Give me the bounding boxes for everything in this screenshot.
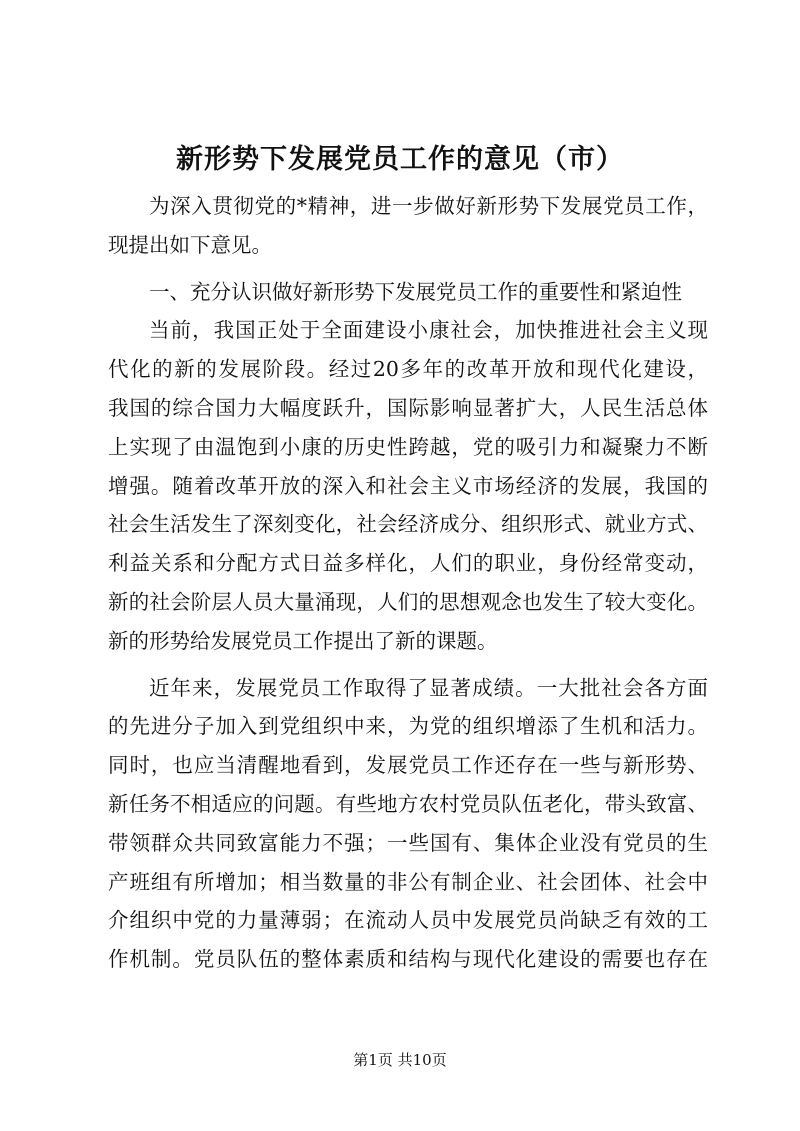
text-line: 为深入贯彻党的*精神，进一步做好新形势下发展党员工作， xyxy=(149,194,708,218)
text-line: 的先进分子加入到党组织中来，为党的组织增添了生机和活力。 xyxy=(108,714,708,739)
text-line: 社会生活发生了深刻变化，社会经济成分、组织形式、就业方式、 xyxy=(108,512,708,537)
text-line: 现提出如下意见。 xyxy=(108,232,272,257)
text-line: 增强。随着改革开放的深入和社会主义市场经济的发展，我国的 xyxy=(108,473,708,498)
text-line: 新的社会阶层人员大量涌现，人们的思想观念也发生了较大变化。 xyxy=(108,589,708,614)
text-line: 当前，我国正处于全面建设小康社会，加快推进社会主义现 xyxy=(149,318,708,343)
text-line: 产班组有所增加；相当数量的非公有制企业、社会团体、社会中 xyxy=(108,869,708,894)
document-title: 新形势下发展党员工作的意见（市） xyxy=(176,144,624,175)
text-line: 代化的新的发展阶段。经过20多年的改革开放和现代化建设， xyxy=(108,357,708,382)
text-line: 新任务不相适应的问题。有些地方农村党员队伍老化，带头致富、 xyxy=(108,791,708,816)
text-line: 带领群众共同致富能力不强；一些国有、集体企业没有党员的生 xyxy=(108,830,708,855)
text-line: 我国的综合国力大幅度跃升，国际影响显著扩大，人民生活总体 xyxy=(108,395,708,420)
page-number: 第1页 共10页 xyxy=(353,1051,447,1069)
text-line: 介组织中党的力量薄弱；在流动人员中发展党员尚缺乏有效的工 xyxy=(108,908,708,933)
text-line: 上实现了由温饱到小康的历史性跨越，党的吸引力和凝聚力不断 xyxy=(108,434,708,459)
text-line: 利益关系和分配方式日益多样化，人们的职业，身份经常变动， xyxy=(108,551,708,576)
text-line: 新的形势给发展党员工作提出了新的课题。 xyxy=(108,628,498,653)
text-line: 作机制。党员队伍的整体素质和结构与现代化建设的需要也存在 xyxy=(108,947,708,972)
document-body xyxy=(108,187,708,979)
section-heading: 一、充分认识做好新形势下发展党员工作的重要性和紧迫性 xyxy=(149,279,682,304)
text-line: 近年来，发展党员工作取得了显著成绩。一大批社会各方面 xyxy=(149,675,708,700)
text-line: 同时，也应当清醒地看到，发展党员工作还存在一些与新形势、 xyxy=(108,753,708,778)
